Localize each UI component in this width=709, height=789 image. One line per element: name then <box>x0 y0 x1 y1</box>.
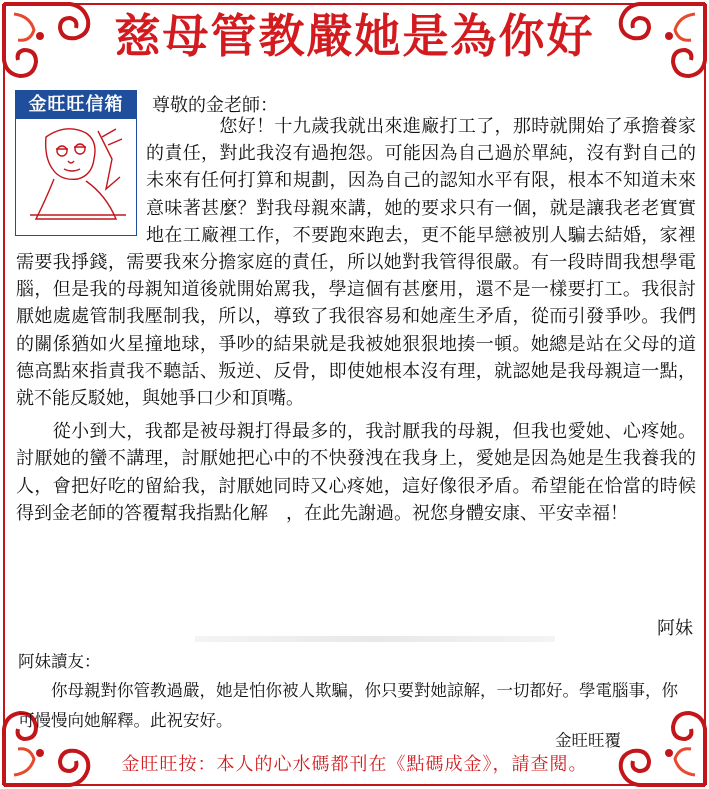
letter-paragraph-1: 您好！十九歲我就出來進廠打工了，那時就開始了承擔養家的責任，對此我沒有過抱怨。可能因為自己過於單純，沒有對自己的未來有任何打算和規劃，因為自己的認知水平有限，根本不知道未來意味著甚麼？對我母親來講，她的要求只有一個，就是讓我老老實實地在工廠裡工作，不要跑來跑去，更不能早戀被別人騙去結婚，家裡需要我掙錢，需要我來分擔家庭的責任，所以她對我管得很嚴。有一段時間我想學電腦，但是我的母親知道後就開始罵我，學這個有甚麼用，還不是一樣要打工。我很討厭她處處管制我壓制我，所以，導致了我很容易和她產生矛盾，從而引發爭吵。我們的關係猶如火星撞地球，爭吵的結果就是我被她狠狠地揍一頓。她總是站在父母的道德高點來指責我不聽話、叛逆、反骨，即使她根本沒有理，就認她是我母親這一點，就不能反駁她，與她爭口少和頂嘴。 <box>16 116 696 410</box>
reply-body: 你母親對你管教過嚴，她是怕你被人欺騙，你只要對她諒解，一切都好。學電腦事，你可慢慢向她解釋。此祝安好。 <box>18 681 678 730</box>
letter-salutation: 尊敬的金老師： <box>152 95 278 116</box>
letter-body <box>16 113 696 533</box>
column-logo-label: 金旺旺信箱 <box>16 91 136 119</box>
footer-note: 金旺旺按：本人的心水碼都刊在《點碼成金》，請查閱。 <box>121 754 588 775</box>
letter-paragraph-2: 從小到大，我都是被母親打得最多的，我討厭我的母親，但我也愛她、心疼她。討厭她的蠻不講理，討厭她把心中的不快發洩在我身上，愛她是因為她是生我養我的人，會把好吃的留給我，討厭她同時又心疼她，這好像很矛盾。希望能在恰當的時候得到金老師的答覆幫我指點化解 ，在此先謝過。祝您身體安康、平安幸福！ <box>16 421 696 524</box>
reply-signature: 金旺旺覆 <box>555 731 621 750</box>
page-title: 慈母管教嚴她是為你好 <box>114 9 595 63</box>
letter-signature: 阿妹 <box>657 618 693 639</box>
reply-greeting: 阿妹讀友： <box>18 652 101 671</box>
section-divider <box>195 636 555 642</box>
logo-float-spacer <box>16 113 146 237</box>
